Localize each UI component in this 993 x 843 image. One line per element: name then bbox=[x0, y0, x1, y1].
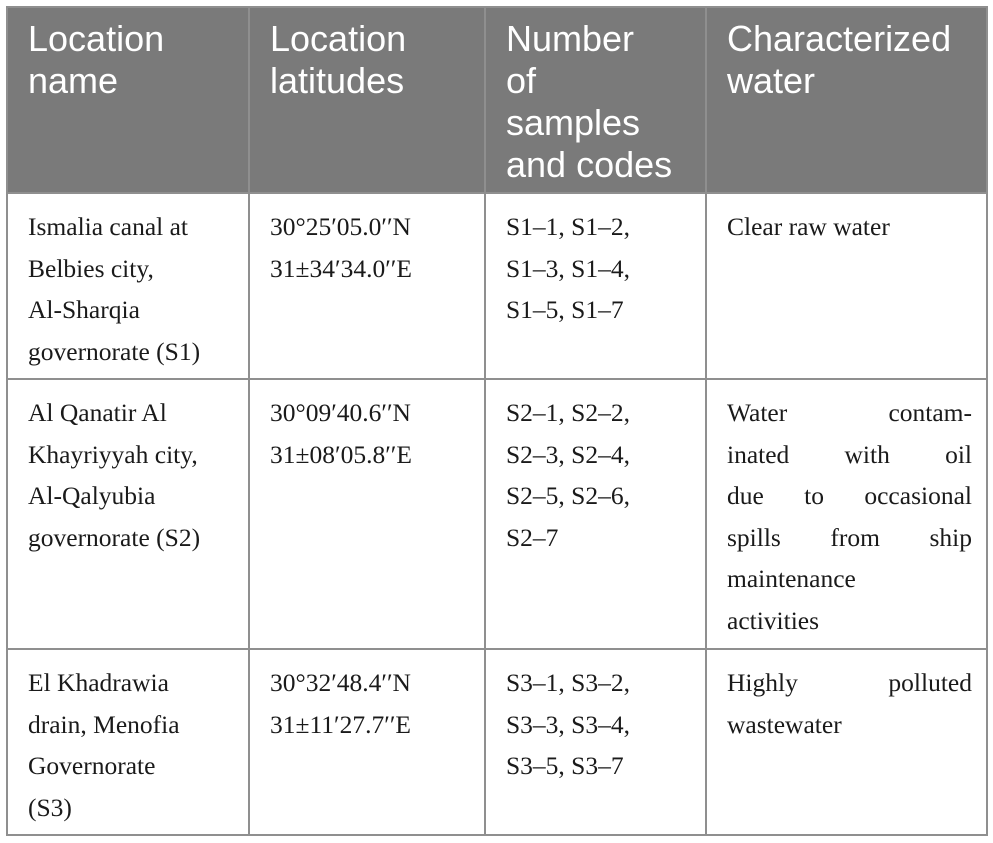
header-number-of-samples bbox=[485, 7, 706, 193]
cell-characterized-water bbox=[706, 193, 987, 379]
cell-samples bbox=[485, 193, 706, 379]
cell-text-line: 30°32′48.4′′N bbox=[270, 668, 411, 697]
cell-text-line: El Khadrawia bbox=[28, 668, 169, 697]
cell-text-line: drain, Menofia bbox=[28, 709, 180, 739]
table-row bbox=[7, 379, 987, 649]
cell-latitudes bbox=[249, 649, 485, 835]
cell-text-line: 31±08′05.8′′E bbox=[270, 439, 412, 469]
word: contam- bbox=[888, 398, 972, 427]
justified-text-line bbox=[727, 392, 972, 434]
cell-samples bbox=[485, 649, 706, 835]
cell-text-line: S2–5, S2–6, bbox=[506, 481, 630, 510]
word: to bbox=[804, 481, 825, 510]
cell-text-line: S1–1, S1–2, bbox=[506, 212, 630, 241]
cell-text-line: Clear raw water bbox=[727, 212, 890, 241]
justified-text-line bbox=[727, 475, 972, 517]
cell-location-name bbox=[7, 379, 249, 649]
cell-text-line: Ismalia canal at bbox=[28, 212, 188, 241]
cell-text-line: 30°25′05.0′′N bbox=[270, 212, 411, 241]
header-text-line: Location bbox=[270, 18, 407, 59]
header-text-line: Location bbox=[28, 18, 165, 59]
cell-text-line: 31±34′34.0′′E bbox=[270, 253, 412, 283]
cell-text-line: Al Qanatir Al bbox=[28, 398, 167, 427]
header-characterized-water bbox=[706, 7, 987, 193]
word: spills bbox=[727, 522, 781, 552]
table-body bbox=[7, 193, 987, 835]
header-text-line: latitudes bbox=[270, 60, 405, 101]
cell-text-line: Khayriyyah city, bbox=[28, 439, 198, 469]
justified-text-line bbox=[727, 662, 972, 704]
cell-text-line: 31±11′27.7′′E bbox=[270, 709, 411, 739]
word: occasional bbox=[864, 481, 972, 510]
cell-text-line: S1–3, S1–4, bbox=[506, 253, 630, 283]
cell-text-line: S3–1, S3–2, bbox=[506, 668, 630, 697]
word: ship bbox=[929, 522, 972, 552]
justified-text-line bbox=[727, 434, 972, 476]
header-text-line: and codes bbox=[506, 144, 673, 185]
cell-characterized-water bbox=[706, 649, 987, 835]
cell-text-line: wastewater bbox=[727, 709, 842, 739]
cell-text-line: activities bbox=[727, 605, 820, 635]
cell-text-line: S3–5, S3–7 bbox=[506, 751, 624, 780]
cell-text-line: Al-Sharqia bbox=[28, 295, 140, 324]
cell-text-line: Governorate bbox=[28, 751, 156, 780]
header-text-line: of bbox=[506, 60, 537, 101]
word: due bbox=[727, 481, 764, 510]
cell-characterized-water bbox=[706, 379, 987, 649]
cell-location-name bbox=[7, 193, 249, 379]
cell-text-line: governorate (S2) bbox=[28, 522, 201, 552]
header-text-line: samples bbox=[506, 102, 641, 143]
table-header bbox=[7, 7, 987, 193]
table-row bbox=[7, 649, 987, 835]
cell-text-line: Al-Qalyubia bbox=[28, 481, 156, 510]
cell-text-line: maintenance bbox=[727, 564, 856, 593]
cell-samples bbox=[485, 379, 706, 649]
cell-text-line: S3–3, S3–4, bbox=[506, 709, 630, 739]
cell-text-line: 30°09′40.6′′N bbox=[270, 398, 411, 427]
header-location-name bbox=[7, 7, 249, 193]
cell-text-line: S1–5, S1–7 bbox=[506, 295, 624, 324]
word: inated bbox=[727, 439, 790, 469]
cell-text-line: (S3) bbox=[28, 792, 72, 822]
cell-latitudes bbox=[249, 193, 485, 379]
header-row bbox=[7, 7, 987, 193]
header-text-line: Number bbox=[506, 18, 635, 59]
header-text-line: Characterized bbox=[727, 18, 952, 59]
header-location-latitudes bbox=[249, 7, 485, 193]
word: Highly bbox=[727, 668, 798, 697]
cell-text-line: Belbies city, bbox=[28, 253, 154, 283]
table-row bbox=[7, 193, 987, 379]
word: polluted bbox=[888, 668, 972, 697]
word: Water bbox=[727, 398, 788, 427]
cell-text-line: S2–3, S2–4, bbox=[506, 439, 630, 469]
cell-text-line: governorate (S1) bbox=[28, 336, 201, 366]
justified-text-line bbox=[727, 517, 972, 559]
header-text-line: name bbox=[28, 60, 119, 101]
cell-text-line: S2–1, S2–2, bbox=[506, 398, 630, 427]
word: oil bbox=[945, 439, 972, 469]
sampling-locations-table bbox=[6, 6, 988, 836]
cell-location-name bbox=[7, 649, 249, 835]
word: with bbox=[844, 439, 890, 469]
cell-text-line: S2–7 bbox=[506, 522, 559, 552]
header-text-line: water bbox=[727, 60, 816, 101]
cell-latitudes bbox=[249, 379, 485, 649]
data-table-container bbox=[6, 6, 986, 836]
word: from bbox=[830, 522, 880, 552]
